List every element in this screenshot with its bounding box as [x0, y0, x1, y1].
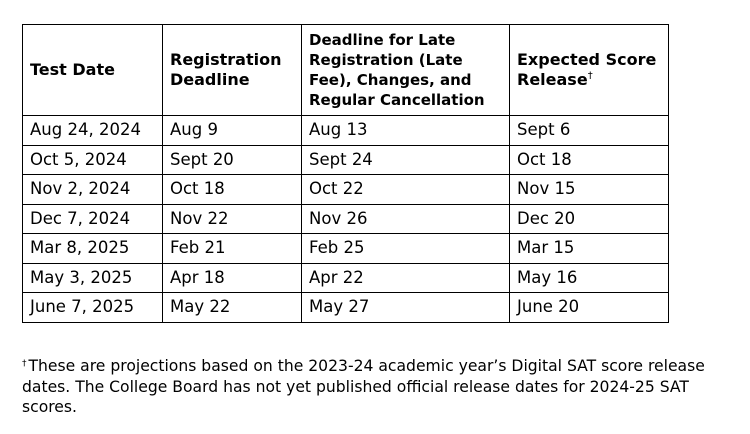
cell-test-date: May 3, 2025 — [23, 263, 163, 293]
cell-late-deadline: Sept 24 — [302, 145, 510, 175]
cell-test-date: Mar 8, 2025 — [23, 234, 163, 264]
cell-registration-deadline: May 22 — [163, 293, 302, 323]
footnote-marker: † — [587, 70, 593, 82]
cell-late-deadline: May 27 — [302, 293, 510, 323]
cell-score-release: Dec 20 — [510, 204, 669, 234]
cell-score-release: Mar 15 — [510, 234, 669, 264]
table-row — [23, 293, 669, 323]
cell-test-date: Nov 2, 2024 — [23, 175, 163, 205]
footnote-text: These are projections based on the 2023-24 academic year’s Digital SAT score release dates. The College Board has not yet published official release dates for 2024-25 SAT scores. — [22, 357, 705, 416]
table-row — [23, 145, 669, 175]
cell-registration-deadline: Nov 22 — [163, 204, 302, 234]
cell-registration-deadline: Oct 18 — [163, 175, 302, 205]
cell-late-deadline: Nov 26 — [302, 204, 510, 234]
cell-test-date: Dec 7, 2024 — [23, 204, 163, 234]
cell-late-deadline: Feb 25 — [302, 234, 510, 264]
table-row — [23, 234, 669, 264]
header-late-registration-deadline: Deadline for Late Registration (Late Fee), Changes, and Regular Cancellation — [302, 25, 510, 116]
footnote — [22, 356, 747, 418]
cell-registration-deadline: Sept 20 — [163, 145, 302, 175]
table-row — [23, 263, 669, 293]
cell-score-release: Nov 15 — [510, 175, 669, 205]
table-row — [23, 204, 669, 234]
sat-schedule-table — [22, 24, 669, 323]
cell-score-release: Oct 18 — [510, 145, 669, 175]
header-test-date: Test Date — [23, 25, 163, 116]
cell-test-date: Aug 24, 2024 — [23, 116, 163, 146]
cell-late-deadline: Apr 22 — [302, 263, 510, 293]
table-row — [23, 116, 669, 146]
table-header-row — [23, 25, 669, 116]
cell-registration-deadline: Feb 21 — [163, 234, 302, 264]
cell-score-release: May 16 — [510, 263, 669, 293]
table-body — [23, 116, 669, 323]
cell-late-deadline: Aug 13 — [302, 116, 510, 146]
cell-score-release: June 20 — [510, 293, 669, 323]
cell-late-deadline: Oct 22 — [302, 175, 510, 205]
cell-test-date: Oct 5, 2024 — [23, 145, 163, 175]
header-expected-score-release-label: Expected Score Release — [517, 50, 657, 89]
header-registration-deadline: Registration Deadline — [163, 25, 302, 116]
table-header — [23, 25, 669, 116]
cell-test-date: June 7, 2025 — [23, 293, 163, 323]
cell-registration-deadline: Aug 9 — [163, 116, 302, 146]
header-expected-score-release — [510, 25, 669, 116]
cell-registration-deadline: Apr 18 — [163, 263, 302, 293]
table-row — [23, 175, 669, 205]
footnote-marker: † — [22, 359, 27, 369]
cell-score-release: Sept 6 — [510, 116, 669, 146]
